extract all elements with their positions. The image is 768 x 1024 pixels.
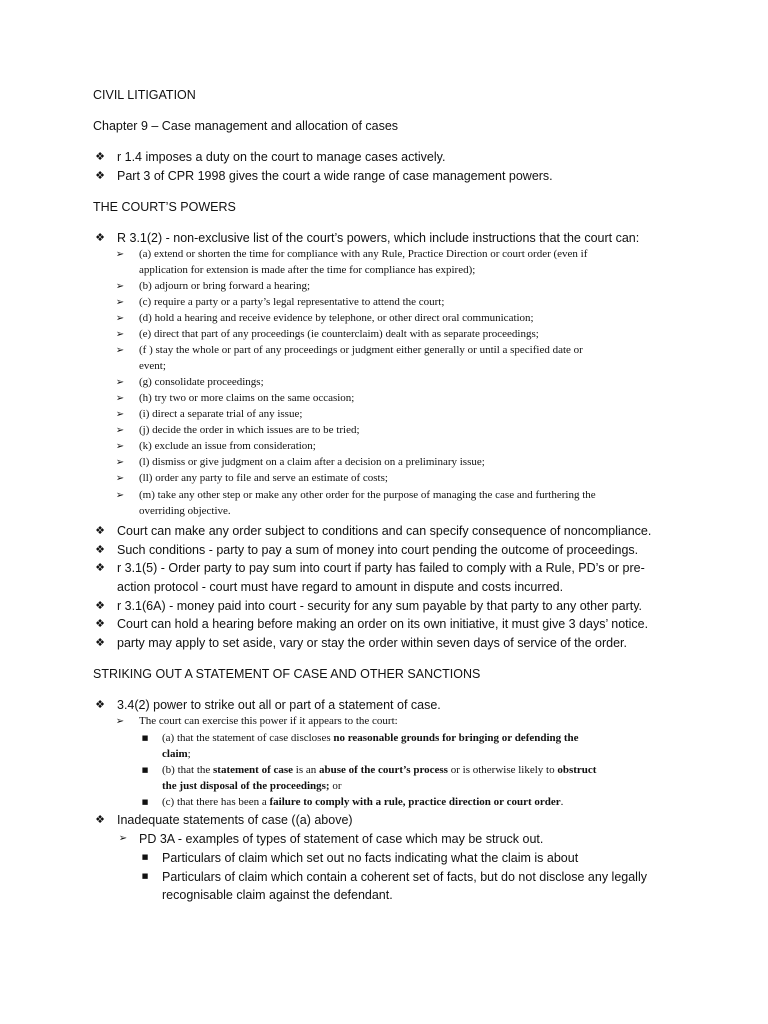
strike-ground-a-text: (a) that the statement of case discloses xyxy=(162,732,334,744)
chapter-heading: Chapter 9 – Case management and allocation of cases xyxy=(93,119,399,133)
strike-ground-b-text: (b) that the xyxy=(162,764,214,776)
power-item: (g) consolidate proceedings; xyxy=(139,376,264,388)
point-item: Such conditions - party to pay a sum of money into court pending the outcome of proceedings. xyxy=(117,543,639,557)
arrow-bullet-icon: ➢ xyxy=(115,345,125,356)
power-item: (c) require a party or a party’s legal representative to attend the court; xyxy=(139,296,445,308)
arrow-bullet-icon: ➢ xyxy=(115,409,125,420)
square-bullet-icon: ■ xyxy=(141,734,149,742)
example-item-continuation: recognisable claim against the defendant. xyxy=(162,888,393,902)
strike-ground-a xyxy=(162,732,579,744)
diamond-bullet-icon: ❖ xyxy=(95,543,105,556)
point-item: party may apply to set aside, vary or stay the order within seven days of service of the order. xyxy=(117,636,627,650)
arrow-bullet-icon: ➢ xyxy=(115,441,125,452)
point-item: Court can make any order subject to conditions and can specify consequence of noncompliance. xyxy=(117,524,652,538)
arrow-bullet-icon: ➢ xyxy=(118,833,128,844)
power-item: (b) adjourn or bring forward a hearing; xyxy=(139,280,311,292)
document-title: CIVIL LITIGATION xyxy=(93,88,196,102)
intro-item: Part 3 of CPR 1998 gives the court a wide range of case management powers. xyxy=(117,169,553,183)
power-item-continuation: overriding objective. xyxy=(139,505,231,517)
strike-sub: The court can exercise this power if it appears to the court: xyxy=(139,715,398,727)
power-item-continuation: event; xyxy=(139,360,166,372)
strike-lead: 3.4(2) power to strike out all or part of a statement of case. xyxy=(117,698,441,712)
strike-ground-c-emphasis: failure to comply with a rule, practice direction or court order xyxy=(269,796,561,808)
arrow-bullet-icon: ➢ xyxy=(115,281,125,292)
arrow-bullet-icon: ➢ xyxy=(115,457,125,468)
power-item: (i) direct a separate trial of any issue; xyxy=(139,408,303,420)
diamond-bullet-icon: ❖ xyxy=(95,617,105,630)
diamond-bullet-icon: ❖ xyxy=(95,150,105,163)
intro-item: r 1.4 imposes a duty on the court to manage cases actively. xyxy=(117,150,446,164)
power-item: (m) take any other step or make any other order for the purpose of managing the case and furthering the xyxy=(139,489,596,501)
square-bullet-icon: ■ xyxy=(141,798,149,806)
power-item: (e) direct that part of any proceedings (ie counterclaim) dealt with as separate proceedings; xyxy=(139,328,539,340)
strike-ground-c-text: . xyxy=(560,796,564,808)
square-bullet-icon: ■ xyxy=(141,766,149,774)
arrow-bullet-icon: ➢ xyxy=(115,425,125,436)
arrow-bullet-icon: ➢ xyxy=(115,329,125,340)
strike-ground-b xyxy=(162,764,596,776)
diamond-bullet-icon: ❖ xyxy=(95,524,105,537)
diamond-bullet-icon: ❖ xyxy=(95,698,105,711)
diamond-bullet-icon: ❖ xyxy=(95,169,105,182)
section-heading-striking-out: STRIKING OUT A STATEMENT OF CASE AND OTHER SANCTIONS xyxy=(93,667,481,681)
pd-item: PD 3A - examples of types of statement of case which may be struck out. xyxy=(139,832,544,846)
arrow-bullet-icon: ➢ xyxy=(115,716,125,727)
strike-ground-a-emphasis: claim xyxy=(162,748,188,760)
arrow-bullet-icon: ➢ xyxy=(115,297,125,308)
power-item: (h) try two or more claims on the same occasion; xyxy=(139,392,355,404)
power-item: (ll) order any party to file and serve an estimate of costs; xyxy=(139,472,388,484)
power-item: (j) decide the order in which issues are to be tried; xyxy=(139,424,360,436)
power-item: (a) extend or shorten the time for compliance with any Rule, Practice Direction or court order (even if xyxy=(139,248,588,260)
strike-ground-b-text: or is otherwise likely to xyxy=(447,764,558,776)
diamond-bullet-icon: ❖ xyxy=(95,813,105,826)
example-item: Particulars of claim which set out no facts indicating what the claim is about xyxy=(162,851,579,865)
arrow-bullet-icon: ➢ xyxy=(115,377,125,388)
power-item: (k) exclude an issue from consideration; xyxy=(139,440,316,452)
diamond-bullet-icon: ❖ xyxy=(95,636,105,649)
point-item: r 3.1(6A) - money paid into court - security for any sum payable by that party to any other party. xyxy=(117,599,643,613)
arrow-bullet-icon: ➢ xyxy=(115,393,125,404)
strike-ground-b-text: is an xyxy=(293,764,320,776)
strike-ground-b-emphasis: statement of case xyxy=(213,764,294,776)
arrow-bullet-icon: ➢ xyxy=(115,313,125,324)
power-item: (f ) stay the whole or part of any proceedings or judgment either generally or until a specified date or xyxy=(139,344,583,356)
inadequate-heading: Inadequate statements of case ((a) above) xyxy=(117,813,353,827)
strike-ground-b-emphasis: obstruct xyxy=(557,764,597,776)
power-item-continuation: application for extension is made after the time for compliance has expired); xyxy=(139,264,476,276)
strike-ground-b-text: or xyxy=(329,780,342,792)
strike-ground-c-text: (c) that there has been a xyxy=(162,796,270,808)
arrow-bullet-icon: ➢ xyxy=(115,249,125,260)
strike-ground-b-emphasis: the just disposal of the proceedings; xyxy=(162,780,330,792)
powers-lead: R 3.1(2) - non-exclusive list of the court’s powers, which include instructions that the court can: xyxy=(117,231,640,245)
power-item: (l) dismiss or give judgment on a claim after a decision on a preliminary issue; xyxy=(139,456,485,468)
example-item: Particulars of claim which contain a coherent set of facts, but do not disclose any legally xyxy=(162,870,647,884)
point-item: r 3.1(5) - Order party to pay sum into court if party has failed to comply with a Rule, PD’s or pre- xyxy=(117,561,645,575)
strike-ground-b-continuation xyxy=(162,780,341,792)
strike-ground-a-text: ; xyxy=(187,748,191,760)
arrow-bullet-icon: ➢ xyxy=(115,473,125,484)
strike-ground-b-emphasis: abuse of the court’s process xyxy=(319,764,448,776)
diamond-bullet-icon: ❖ xyxy=(95,599,105,612)
point-item-continuation: action protocol - court must have regard to amount in dispute and costs incurred. xyxy=(117,580,564,594)
square-bullet-icon: ■ xyxy=(141,853,149,861)
diamond-bullet-icon: ❖ xyxy=(95,231,105,244)
square-bullet-icon: ■ xyxy=(141,872,149,880)
strike-ground-a-continuation xyxy=(162,748,191,760)
point-item: Court can hold a hearing before making an order on its own initiative, it must give 3 days’ notice. xyxy=(117,617,649,631)
diamond-bullet-icon: ❖ xyxy=(95,561,105,574)
arrow-bullet-icon: ➢ xyxy=(115,490,125,501)
strike-ground-c xyxy=(162,796,563,808)
strike-ground-a-emphasis: no reasonable grounds for bringing or defending the xyxy=(333,732,579,744)
section-heading-powers: THE COURT’S POWERS xyxy=(93,200,236,214)
power-item: (d) hold a hearing and receive evidence by telephone, or other direct oral communication; xyxy=(139,312,534,324)
